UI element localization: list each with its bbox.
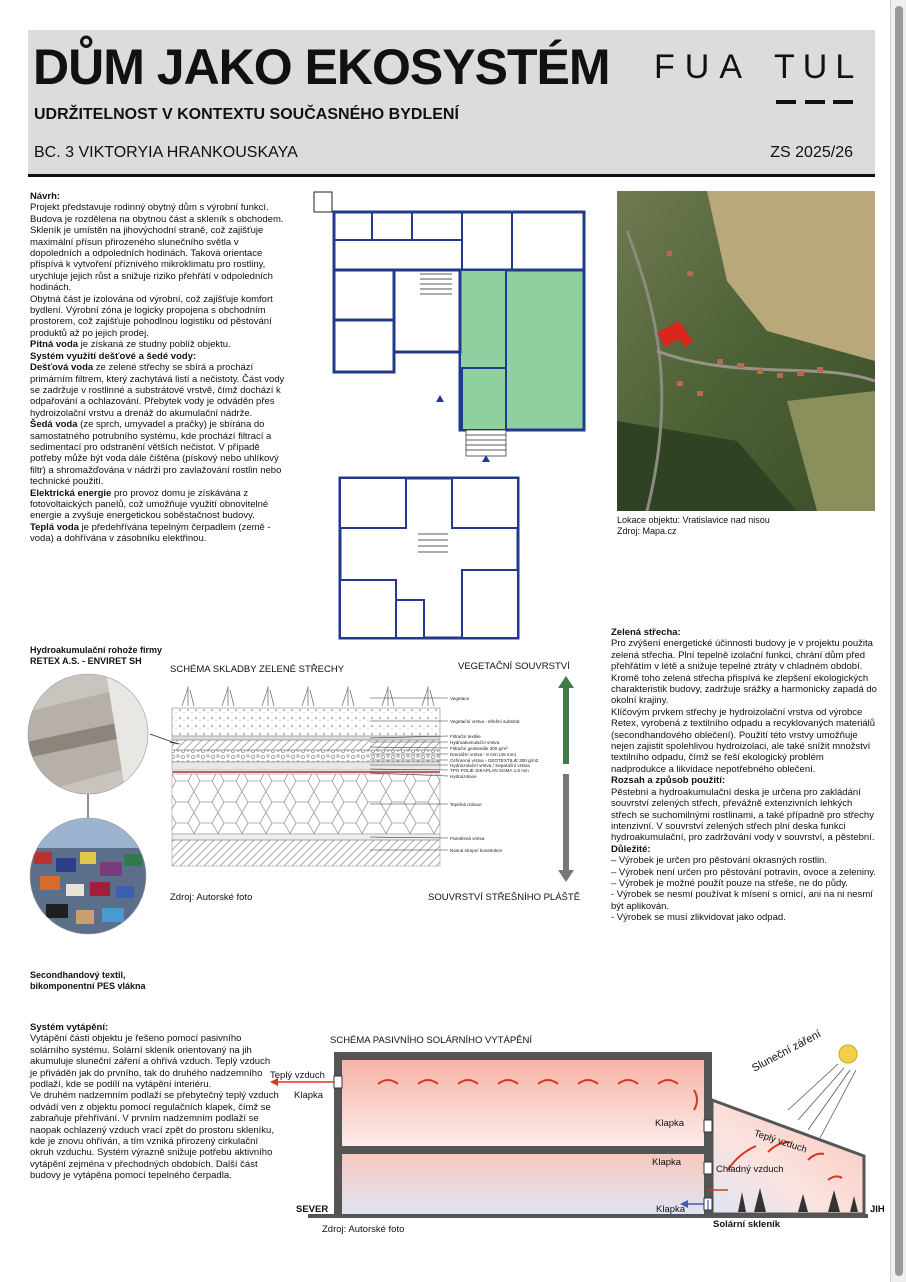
important-heading: Důležité: [611,843,651,855]
map-caption: Lokace objektu: Vratislavice nad nisou Zdroj: Mapa.cz [617,515,770,536]
roof-layer-label: Drenážní vrstva - 8 mm (45 mm) [450,752,517,757]
design-heading: Návrh: [30,191,61,202]
design-paragraph: Obytná část je izolována od výrobní, což zajišťuje komfort bydlení. Výrobní zóna je logicky propojena s obchodním prostorem, což zajišťuje pohodlnou logistiku od pěstování produktů až po jejich prodej. [30,293,273,339]
design-text [30,191,292,545]
use-heading: Rozsah a způsob použití: [611,775,725,787]
aerial-map [617,191,875,511]
layers-arrows [558,676,574,882]
roof-layer-label: Hydroizolační vrstva / Separační vrstva [450,763,530,768]
important-item: - Výrobek se nesmí používat k mísení s ornicí, ani na ni nesmí být aplikován. [611,889,873,912]
roof-layer-label: Vegetační vrstva - střešní substrát [450,719,520,724]
greenhouse-label: Solární skleník [713,1219,781,1230]
semester-label: ZS 2025/26 [770,144,853,161]
felt-mat-photo [26,672,150,796]
important-item: - Výrobek se musí zlikvidovat jako odpad. [611,912,786,924]
tul-logo-bar [805,100,825,104]
south-label: JIH [870,1204,885,1215]
roof-layer-label: Vegetace [450,696,470,701]
rain-water-paragraph: Dešťová voda ze zelené střechy se sbírá a prochází primárním filtrem, který zachytává listí a nečistoty. Část vody se zadržuje v rostlinné a substrátové vrstvě, čímž dochází k odpařování a ochlazování. Přebytek vody je odváděn přes hydroizolační vrstvu a drenáž do akumulační nádrže. [30,362,285,419]
roof-top-label: VEGETAČNÍ SOUVRSTVÍ [458,661,570,672]
tul-logo: TUL [774,48,863,86]
roof-layer-label: Hydroizolace [450,774,477,779]
author-name: BC. 3 VIKTORYIA HRANKOUSKAYA [34,144,298,161]
green-roof-paragraph: Pro zvýšení energetické účinnosti budovy je v projektu použita zelená střecha. Plní tepelně izolační funkci, chrání dům před přehřátím v létě a snižuje tepelné ztráty v chladném období. Kromě toho zelená střecha přispívá ke zlepšení ekologických charakteristik budovy, zadržuje srážky a harmonicky zapadá do okolní krajiny. [611,638,877,707]
solar-diagram-title: SCHÉMA PASIVNÍHO SOLÁRNÍHO VYTÁPĚNÍ [330,1035,533,1046]
heating-text [30,1022,280,1182]
greenhouse-warm-air-label: Teplý vzduch [752,1128,809,1156]
flap-label: Klapka [656,1204,686,1215]
flap-label: Klapka [652,1157,682,1168]
important-item: – Výrobek je určen pro pěstování okrasných rostlin. [611,855,827,867]
upper-floor-plan [340,478,518,638]
main-title: DŮM JAKO EKOSYSTÉM [33,39,610,95]
roof-layer-label: Nosná stropní konstrukce [450,848,503,853]
heating-paragraph: Vytápění části objektu je řešeno pomocí pasivního solárního systému. Solární skleník orientovaný na jih akumuluje sluneční záření a ohřívá vzduch. Teplý vzduch je přiváděn jak do prvního, tak do druhého nadzemního podlaží, kde se podílí na vytápění interiéru. [30,1033,271,1091]
vertical-scrollbar[interactable] [890,0,906,1282]
roof-layer-label: Filtrační geotextilie 300 g/m² [450,746,508,751]
subtitle: UDRŽITELNOST V KONTEXTU SOUČASNÉHO BYDLENÍ [34,106,459,123]
textile-caption: Secondhandový textil, bikomponentní PES vlákna [30,970,146,991]
solar-source: Zdroj: Autorské foto [322,1224,405,1235]
sun-radiation-label: Sluneční záření [750,1028,824,1075]
design-paragraph: Projekt představuje rodinný obytný dům s výrobní funkcí. Budova je rozdělena na obytnou část a skleník s obchodem. Skleník je umístěn na jihovýchodní straně, což zajišťuje maximální přísun přirozeného slunečního světla v dopoledních a odpoledních hodinách. Taková orientace přispívá k vytvoření příznivého mikroklimatu pro rostliny, urychluje jejich růst a snižuje riziko přehřátí v odpoledních hodinách. [30,202,284,294]
roof-source: Zdroj: Autorské foto [170,892,253,903]
hot-water-paragraph: Teplá voda je předehřívána tepelným čerpadlem (země - voda) a dohřívána v zásobníku elektřinou. [30,521,271,545]
electricity-paragraph: Elektrická energie pro provoz domu je získávána z fotovoltaických panelů, což umožňuje využití obnovitelné energie a zvyšuje energetickou soběstačnost budovy. [30,487,269,522]
green-roof-diagram [170,676,590,886]
important-item: – Výrobek není určen pro pěstování potravin, ovoce a zeleniny. [611,866,876,878]
heating-paragraph: Ve druhém nadzemním podlaží se přebytečný teplý vzduch odvádí ven z objektu pomocí regulačních klapek, čímž se zabraňuje přehřívání. V prvním nadzemním podlaží se naopak ochlazený vzduch vrací zpět do prostoru skleníku, kde je znovu ohříván, a tím vzniká přirozený cirkulační okruh vzduchu. Systém výrazně snižuje potřebu aktivního vytápění zejména v přechodných obdobích. Další část budovy je vytápěna pomocí tepelného čerpadla. [30,1090,279,1182]
material-photos [26,672,178,972]
green-roof-paragraph: Klíčovým prvkem střechy je hydroizolační vrstva od výrobce Retex, vyrobená z textilního odpadu a recyklovaných materiálů (secondhandového oblečení). Použití této vrstvy umožňuje nejen zajistit spolehlivou hydroizolaci, ale také snížit množství textilního odpadu, čímž se řeší ekologický problém nadprodukce a likvidace nepotřebného oblečení. [611,706,876,775]
mat-caption: Hydroakumulační rohože firmy RETEX A.S. - ENVIRET SH [30,645,163,666]
roof-bottom-label: SOUVRSTVÍ STŘEŠNÍHO PLÁŠTĚ [428,892,581,903]
roof-layer-label: Parotěsná vrstva [450,836,485,841]
roof-layer-label: TPO FOLIE SIKAPLAN SGMA 1,8 mm [450,768,529,773]
header-band [28,30,875,174]
north-label: SEVER [296,1204,329,1215]
fua-logo: FUA [654,48,752,86]
scrollbar-thumb[interactable] [895,6,903,1276]
green-roof-text [611,627,877,924]
tul-logo-bar [833,100,853,104]
water-heading: Systém využití dešťové a šedé vody: [30,350,197,362]
important-item: – Výrobek je možné použít pouze na střeše, ne do půdy. [611,877,848,889]
header-rule [28,174,875,177]
roof-layer-label: Hydroakumulační vrstva [450,740,500,745]
grey-water-paragraph: Šedá voda (ze sprch, umyvadel a pračky) je sbírána do samostatného potrubního systému, kde prochází filtrací a sedimentací pro odstranění větších nečistot. V případě potřeby může být voda dále čištěna (pískový nebo uhlíkový filtr) a shromažďována v nádrži pro zavlažování rostlin nebo technické použití. [30,419,282,488]
textile-waste-photo [26,818,150,936]
heating-heading: Systém vytápění: [30,1022,109,1033]
tul-logo-bar [776,100,796,104]
green-roof-heading: Zelená střecha: [611,627,681,638]
roof-layer-label: Filtrační textilie [450,734,481,739]
vegetation-plants [182,686,434,706]
flap-label: Klapka [655,1118,685,1129]
flap-label: Klapka [294,1090,324,1101]
roof-layer-label: Tepelná izolace [450,802,482,807]
warm-air-out-label: Teplý vzduch [270,1070,325,1081]
ground-floor-plan [314,192,584,462]
drinking-water-paragraph: Pitná voda je získaná ze studny poblíž objektu. [30,339,231,351]
roof-diagram-title: SCHÉMA SKLADBY ZELENÉ STŘECHY [170,664,345,675]
floor-plans [312,190,590,648]
cold-air-label: Chladný vzduch [716,1164,784,1175]
use-paragraph: Pěstební a hydroakumulační deska je určena pro zakládání souvrství zelených střech, převážně extenzivních lehkých střech se suchomilnými rostlinami, a také případně pro střechy intenzivní. V souvrství zelených střech plní deska funkci hydroakumulační, pro zadržování vody v souvrství, a pěstební. [611,786,875,844]
roof-layer-labels [450,696,539,853]
roof-layer-label: Ochranná vrstva - GEOTEXTILIE 300 g/m2 [450,758,539,763]
